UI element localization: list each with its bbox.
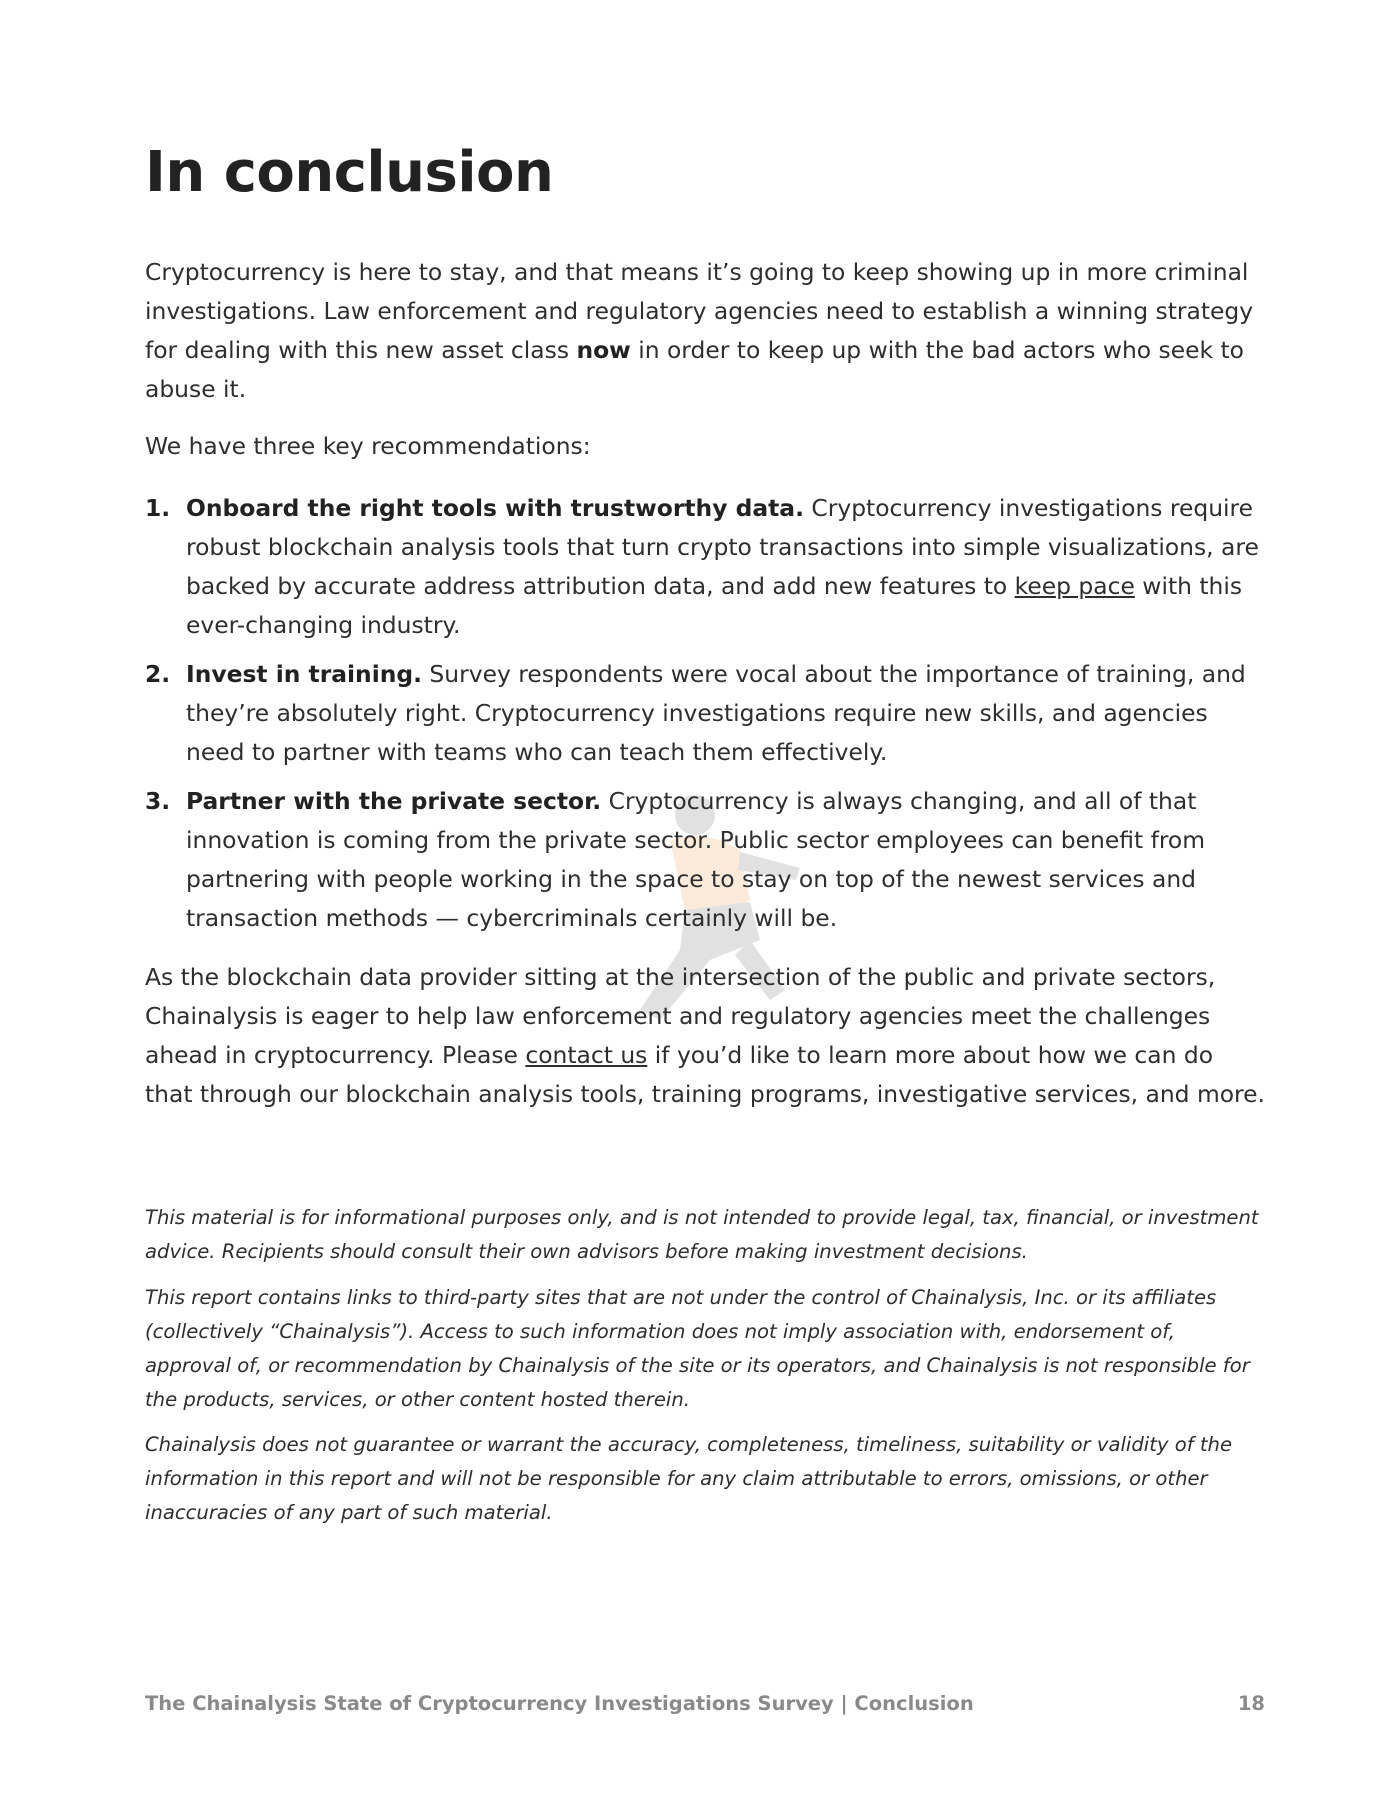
page-title: In conclusion [145, 140, 554, 205]
intro-text: Cryptocurrency is here to stay, and that means it’s going to keep showing up in more criminal investigations. Law enforcement and regulatory agencies need to establish a winning strategy for dealing with this new asset class [145, 258, 1254, 364]
disclaimer-informational: This material is for informational purposes only, and is not intended to provide legal, tax, financial, or investment advice. Recipients should consult their own advisors before making investment decisions. [145, 1206, 1259, 1263]
closing-text: As the blockchain data provider sitting at the intersection of the public and private sectors, Chainalysis is eager to help law enforcement and regulatory agencies meet the challenges ahead in cryptocurrency. Please [145, 963, 1216, 1069]
recommendation-text: Cryptocurrency is always changing, and all of that innovation is coming from the private sector. Public sector employees can benefit from partnering with people working in the space to stay on top of the newest services and transaction methods — cybercriminals certainly will be. [186, 787, 1206, 932]
recommendation-title: Invest in training. [186, 660, 422, 688]
recommendation-number: 3. [145, 787, 171, 815]
recommendation-number: 1. [145, 494, 171, 522]
page-number: 18 [1237, 1692, 1265, 1715]
recommendation-item [145, 782, 1265, 938]
intro-emphasis: now [576, 336, 631, 364]
recommendation-text: Cryptocurrency investigations require robust blockchain analysis tools that turn crypto transactions into simple visualizations, are backed by accurate address attribution data, and add new features to [186, 494, 1259, 600]
recommendation-text-end: with this ever-changing industry. [186, 572, 1243, 639]
footer-title: The Chainalysis State of Cryptocurrency Investigations Survey | Conclusion [145, 1692, 974, 1715]
intro-paragraph [145, 253, 1265, 409]
recommendations-lead: We have three key recommendations: [145, 432, 591, 460]
recommendation-text: Survey respondents were vocal about the importance of training, and they’re absolutely right. Cryptocurrency investigations require new skills, and agencies need to partner with teams who can teach them effectively. [186, 660, 1246, 766]
disclaimer-third-party-links: This report contains links to third-party sites that are not under the control of Chainalysis, Inc. or its affiliates (collectively “Chainalysis”). Access to such information does not imply association with, endorsement of, approval of, or recommendation by Chainalysis of the site or its operators, and Chainalysis is not responsible for the products, services, or other content hosted therein. [145, 1286, 1250, 1411]
recommendation-item [145, 655, 1265, 772]
keep-pace-link[interactable]: keep pace [1014, 572, 1135, 600]
recommendation-number: 2. [145, 660, 171, 688]
recommendation-title: Onboard the right tools with trustworthy data. [186, 494, 804, 522]
recommendation-item [145, 489, 1265, 645]
closing-text-end: if you’d like to learn more about how we can do that through our blockchain analysis tools, training programs, investigative services, and more. [145, 1041, 1265, 1108]
disclaimer-no-warranty: Chainalysis does not guarantee or warrant the accuracy, completeness, timeliness, suitability or validity of the information in this report and will not be responsible for any claim attributable to errors, omissions, or other inaccuracies of any part of such material. [145, 1433, 1232, 1524]
contact-us-link[interactable]: contact us [525, 1041, 648, 1069]
recommendation-title: Partner with the private sector. [186, 787, 602, 815]
intro-text-end: in order to keep up with the bad actors who seek to abuse it. [145, 336, 1244, 403]
closing-paragraph [145, 958, 1265, 1114]
